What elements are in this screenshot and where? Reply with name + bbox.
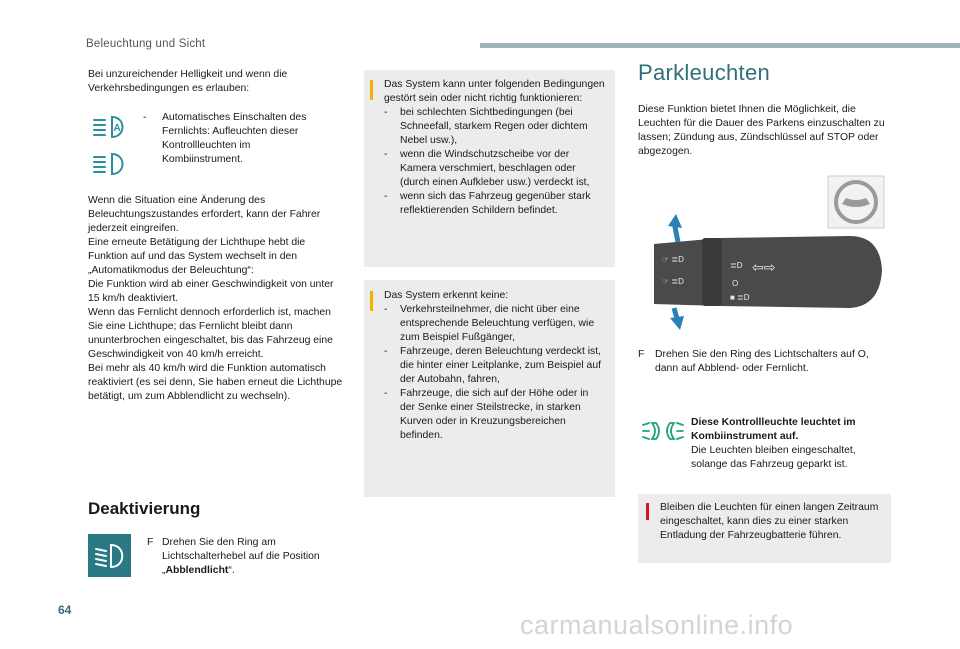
parking-intro: Diese Funktion bietet Ihnen die Möglichkeit, die Leuchten für die Dauer des Parkens einzuschalten zu lassen; Zündung aus, Zündschlüssel auf STOP oder abgezogen. [638, 104, 885, 157]
deactivation-arrow: F [147, 537, 154, 548]
info-item: Fahrzeuge, deren Beleuchtung verdeckt ist, die hinter einer Leitplanke, zum Beispiel auf der Autobahn, fahren, [400, 346, 602, 385]
warning-box [638, 494, 891, 563]
info-item: wenn sich das Fahrzeug gegenüber stark reflektierenden Schildern befindet. [400, 191, 591, 216]
stalk-ring-o: O [732, 279, 739, 288]
parking-lights-title: Parkleuchten [638, 60, 771, 85]
high-beam-icon [92, 152, 128, 176]
lamp-text: Die Leuchten bleiben eingeschaltet, solange das Fahrzeug geparkt ist. [691, 445, 856, 470]
info-box-detection: Das System erkennt keine: - Verkehrsteilnehmer, die nicht über eine entsprechende Beleuchtung verfügen, wie zum Beispiel Fußgänger, - Fahrzeuge, deren Beleuchtung verdeckt ist, die hinter einer Leitplanke, zum Beispiel auf der Autobahn, fahren, - Fahrzeuge, die sich auf der Höhe oder in der Senke einer Steilstrecke, in starken Kurven oder in Kreuzungsbereichen befinden. [364, 280, 615, 497]
light-stalk-illustration [650, 170, 890, 340]
intro-text: Bei unzureichender Helligkeit und wenn die Verkehrsbedingungen es erlauben: [88, 69, 288, 94]
info-item: bei schlechten Sichtbedingungen (bei Schneefall, starkem Regen oder dichtem Nebel usw.), [400, 107, 588, 146]
info-marker [370, 291, 373, 311]
svg-text:≣D: ≣D [730, 261, 743, 270]
low-beam-icon [88, 534, 131, 577]
info-item: Verkehrsteilnehmer, die nicht über eine entsprechende Beleuchtung verfügen, wie zum Beispiel Fußgänger, [400, 304, 595, 343]
svg-text:☞ ≣D: ☞ ≣D [662, 255, 684, 264]
deactivation-text: Drehen Sie den Ring am Lichtschalterhebel auf die Position „Abblendlicht“. [162, 537, 320, 576]
svg-text:■ ≣D: ■ ≣D [730, 293, 750, 302]
bullet-text: Automatisches Einschalten des Fernlichts: Aufleuchten dieser Kontrollleuchten im Kombiinstrument. [162, 112, 307, 165]
svg-text:A: A [113, 123, 121, 134]
instruction-text: Drehen Sie den Ring des Lichtschalters auf O, dann auf Abblend- oder Fernlicht. [655, 349, 869, 374]
svg-text:☞ ≣D: ☞ ≣D [662, 277, 684, 286]
warning-text: Bleiben die Leuchten für einen langen Zeitraum eingeschaltet, kann dies zu einer starken Entladung der Fahrzeugbatterie führen. [660, 502, 879, 541]
info-intro: Das System kann unter folgenden Bedingungen gestört sein oder nicht richtig funktionieren: [384, 79, 605, 104]
section-header: Beleuchtung und Sicht [86, 38, 206, 50]
warning-marker [646, 503, 649, 520]
body-line: Bei mehr als 40 km/h wird die Funktion automatisch reaktiviert (es sei denn, Sie haben erneut die Lichthupe betätigt, um zum Abblendlicht zu wechseln). [88, 363, 343, 402]
lamp-title: Diese Kontrollleuchte leuchtet im Kombiinstrument auf. [691, 417, 856, 442]
body-paragraphs [88, 194, 346, 404]
svg-text:⇦⇨: ⇦⇨ [752, 259, 776, 275]
header-bar [480, 43, 960, 48]
deactivation-title: Deaktivierung [88, 499, 201, 518]
body-line: Eine erneute Betätigung der Lichthupe hebt die Funktion auf und das System wechselt in den „Automatikmodus der Beleuchtung“: [88, 237, 306, 276]
info-intro: Das System erkennt keine: [384, 290, 509, 301]
info-item: wenn die Windschutzscheibe vor der Kamera verschmiert, beschlagen oder (durch einen Aufkleber usw.) verdeckt ist, [400, 149, 590, 188]
watermark: carmanualsonline.info [520, 610, 794, 640]
info-box-disturbance: Das System kann unter folgenden Bedingungen gestört sein oder nicht richtig funktionieren: - bei schlechten Sichtbedingungen (bei Schneefall, starkem Regen oder dichtem Nebel usw.), - wenn die Windschutzscheibe vor der Kamera verschmiert, beschlagen oder (durch einen Aufkleber usw.) verdeckt ist, - wenn sich das Fahrzeug gegenüber stark reflektierenden Schildern befindet. [364, 70, 615, 267]
low-beam-icon-box [88, 534, 131, 577]
info-item: Fahrzeuge, die sich auf der Höhe oder in der Senke einer Steilstrecke, in starken Kurven oder in Kreuzungsbereichen befinden. [400, 388, 589, 441]
info-marker [370, 80, 373, 100]
body-line: Wenn das Fernlicht dennoch erforderlich ist, machen Sie eine Lichthupe; das Fernlicht bleibt dann ununterbrochen eingeschaltet, bis das Fahrzeug eine Geschwindigkeit von 40 km/h erreicht. [88, 307, 333, 360]
body-line: Die Funktion wird ab einer Geschwindigkeit von unter 15 km/h deaktiviert. [88, 279, 334, 304]
body-line: Wenn die Situation eine Änderung des Beleuchtungszustandes erfordert, kann der Fahrer jederzeit eingreifen. [88, 195, 321, 234]
parking-lamp-icon [642, 420, 684, 442]
instruction-arrow: F [638, 349, 645, 360]
page-number: 64 [58, 603, 72, 617]
bullet-dash: - [143, 112, 147, 123]
auto-high-beam-icon [92, 115, 128, 139]
